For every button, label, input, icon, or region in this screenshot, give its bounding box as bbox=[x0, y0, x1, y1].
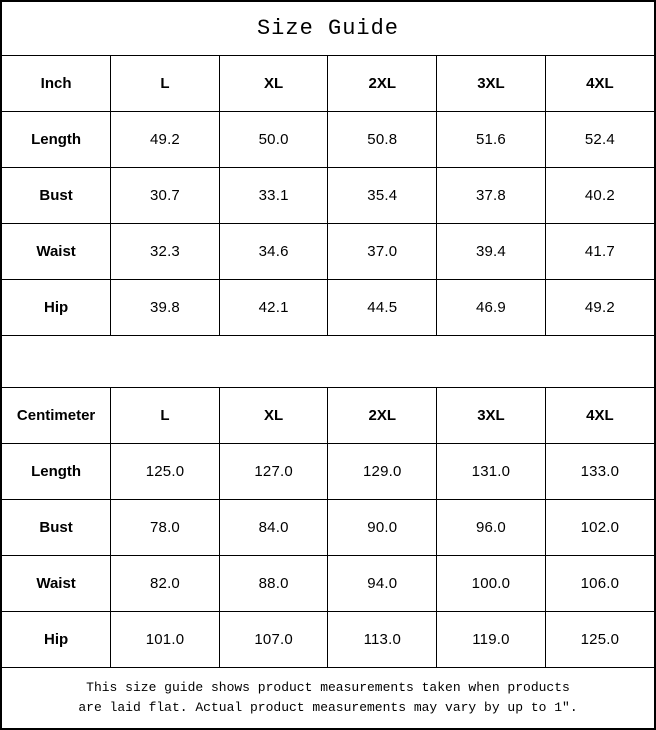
measurement-cell: 129.0 bbox=[328, 444, 437, 500]
page-title: Size Guide bbox=[2, 2, 654, 56]
measurement-cell: 39.4 bbox=[437, 224, 546, 280]
column-header-size: XL bbox=[219, 56, 328, 112]
column-header-size: 4XL bbox=[545, 56, 654, 112]
measurement-cell: 133.0 bbox=[545, 444, 654, 500]
column-header-unit: Inch bbox=[2, 56, 111, 112]
table-row bbox=[2, 280, 654, 336]
table-gap-spacer bbox=[2, 336, 654, 387]
column-header-size: L bbox=[111, 388, 220, 444]
measurement-cell: 35.4 bbox=[328, 168, 437, 224]
size-guide-note bbox=[2, 668, 654, 728]
measurement-cell: 41.7 bbox=[545, 224, 654, 280]
measurement-cell: 39.8 bbox=[111, 280, 220, 336]
row-label: Length bbox=[2, 112, 111, 168]
measurement-cell: 125.0 bbox=[545, 612, 654, 668]
measurement-cell: 131.0 bbox=[437, 444, 546, 500]
table-row bbox=[2, 168, 654, 224]
note-line-2: are laid flat. Actual product measurements may vary by up to 1″. bbox=[78, 700, 578, 715]
column-header-size: 4XL bbox=[545, 388, 654, 444]
column-header-size: 2XL bbox=[328, 56, 437, 112]
table-row bbox=[2, 444, 654, 500]
measurement-cell: 50.0 bbox=[219, 112, 328, 168]
centimeter-size-table bbox=[2, 387, 654, 668]
column-header-size: 3XL bbox=[437, 388, 546, 444]
measurement-cell: 102.0 bbox=[545, 500, 654, 556]
column-header-size: 3XL bbox=[437, 56, 546, 112]
measurement-cell: 88.0 bbox=[219, 556, 328, 612]
measurement-cell: 107.0 bbox=[219, 612, 328, 668]
measurement-cell: 90.0 bbox=[328, 500, 437, 556]
column-header-size: L bbox=[111, 56, 220, 112]
note-line-1: This size guide shows product measurements taken when products bbox=[86, 680, 570, 695]
table-row bbox=[2, 500, 654, 556]
table-header-row bbox=[2, 56, 654, 112]
measurement-cell: 51.6 bbox=[437, 112, 546, 168]
measurement-cell: 37.0 bbox=[328, 224, 437, 280]
table-row bbox=[2, 224, 654, 280]
measurement-cell: 84.0 bbox=[219, 500, 328, 556]
measurement-cell: 30.7 bbox=[111, 168, 220, 224]
column-header-size: XL bbox=[219, 388, 328, 444]
row-label: Hip bbox=[2, 612, 111, 668]
row-label: Waist bbox=[2, 224, 111, 280]
measurement-cell: 106.0 bbox=[545, 556, 654, 612]
measurement-cell: 49.2 bbox=[111, 112, 220, 168]
measurement-cell: 40.2 bbox=[545, 168, 654, 224]
measurement-cell: 37.8 bbox=[437, 168, 546, 224]
measurement-cell: 34.6 bbox=[219, 224, 328, 280]
row-label: Bust bbox=[2, 500, 111, 556]
row-label: Length bbox=[2, 444, 111, 500]
measurement-cell: 96.0 bbox=[437, 500, 546, 556]
table-row bbox=[2, 112, 654, 168]
measurement-cell: 119.0 bbox=[437, 612, 546, 668]
measurement-cell: 52.4 bbox=[545, 112, 654, 168]
measurement-cell: 78.0 bbox=[111, 500, 220, 556]
row-label: Waist bbox=[2, 556, 111, 612]
table-row bbox=[2, 556, 654, 612]
measurement-cell: 33.1 bbox=[219, 168, 328, 224]
table-header-row bbox=[2, 388, 654, 444]
column-header-size: 2XL bbox=[328, 388, 437, 444]
measurement-cell: 46.9 bbox=[437, 280, 546, 336]
measurement-cell: 44.5 bbox=[328, 280, 437, 336]
inch-size-table bbox=[2, 56, 654, 336]
measurement-cell: 113.0 bbox=[328, 612, 437, 668]
measurement-cell: 32.3 bbox=[111, 224, 220, 280]
table-row bbox=[2, 612, 654, 668]
column-header-unit: Centimeter bbox=[2, 388, 111, 444]
measurement-cell: 82.0 bbox=[111, 556, 220, 612]
measurement-cell: 101.0 bbox=[111, 612, 220, 668]
row-label: Hip bbox=[2, 280, 111, 336]
measurement-cell: 42.1 bbox=[219, 280, 328, 336]
row-label: Bust bbox=[2, 168, 111, 224]
measurement-cell: 125.0 bbox=[111, 444, 220, 500]
measurement-cell: 100.0 bbox=[437, 556, 546, 612]
measurement-cell: 127.0 bbox=[219, 444, 328, 500]
measurement-cell: 94.0 bbox=[328, 556, 437, 612]
measurement-cell: 49.2 bbox=[545, 280, 654, 336]
measurement-cell: 50.8 bbox=[328, 112, 437, 168]
